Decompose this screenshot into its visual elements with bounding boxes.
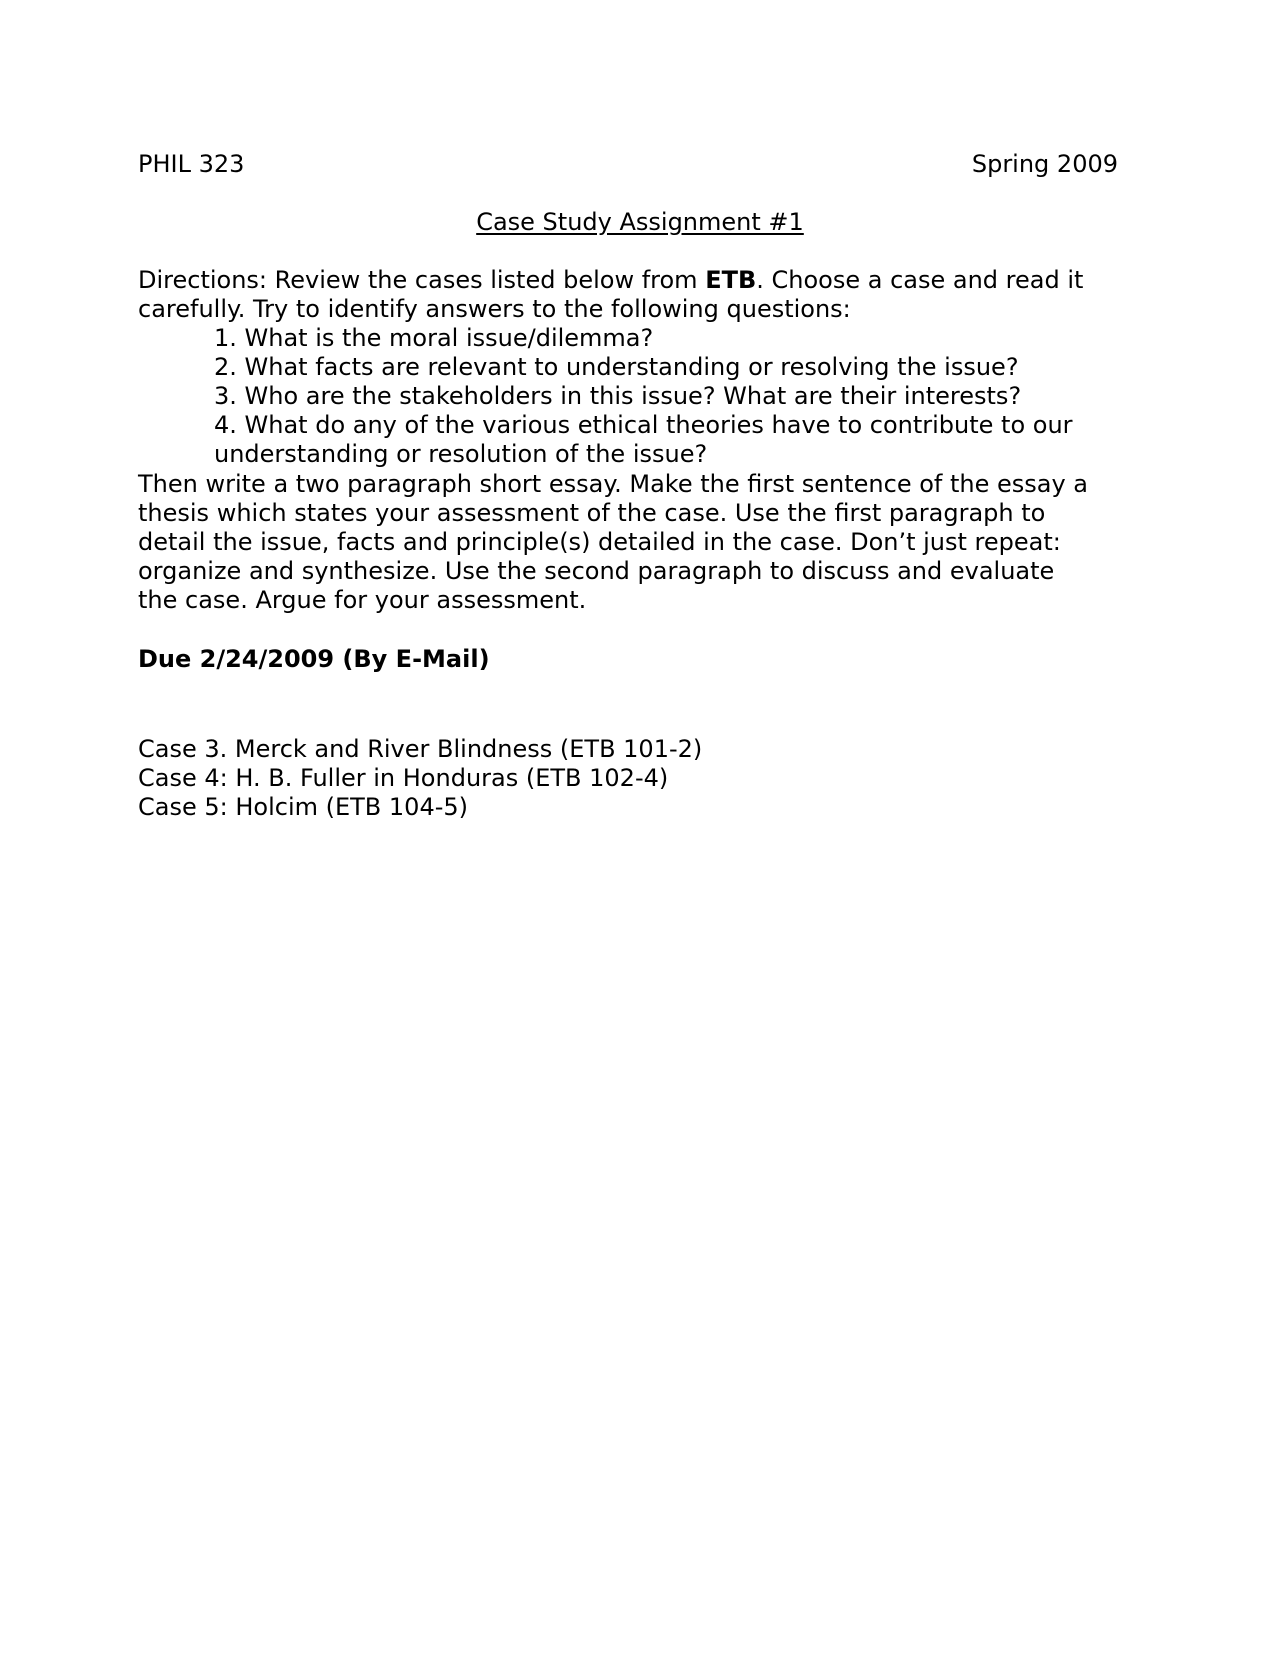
essay-line: detail the issue, facts and principle(s) detailed in the case. Don’t just repeat:: [138, 528, 1061, 556]
case-item: Case 3. Merck and River Blindness (ETB 101-2): [138, 735, 703, 763]
directions-line-1: [138, 266, 1148, 295]
essay-line: the case. Argue for your assessment.: [138, 586, 587, 614]
question-item: 3. Who are the stakeholders in this issue? What are their interests?: [214, 382, 1022, 410]
page-title: Case Study Assignment #1: [476, 208, 804, 236]
question-item: 1. What is the moral issue/dilemma?: [214, 324, 654, 352]
directions-line-1-suffix: . Choose a case and read it: [756, 266, 1084, 294]
questions-list: [214, 324, 1144, 469]
essay-line: Then write a two paragraph short essay. Make the first sentence of the essay a: [138, 470, 1089, 498]
course-code: PHIL 323: [138, 150, 245, 178]
directions-paragraph: [138, 266, 1148, 324]
question-item: 4. What do any of the various ethical theories have to contribute to our: [214, 411, 1073, 439]
directions-line-1-prefix: Directions: Review the cases listed below from: [138, 266, 706, 294]
essay-line: thesis which states your assessment of the case. Use the first paragraph to: [138, 499, 1046, 527]
essay-line: organize and synthesize. Use the second paragraph to discuss and evaluate: [138, 557, 1055, 585]
term: Spring 2009: [971, 150, 1118, 178]
essay-instructions: [138, 470, 1148, 615]
case-item: Case 5: Holcim (ETB 104-5): [138, 793, 468, 821]
cases-list: [138, 735, 702, 822]
directions-line-2: carefully. Try to identify answers to the following questions:: [138, 295, 851, 323]
question-item: 2. What facts are relevant to understanding or resolving the issue?: [214, 353, 1019, 381]
case-item: Case 4: H. B. Fuller in Honduras (ETB 102-4): [138, 764, 669, 792]
question-item-continuation: understanding or resolution of the issue?: [214, 440, 708, 468]
directions-etb-bold: ETB: [705, 266, 757, 294]
due-date: Due 2/24/2009 (By E-Mail): [138, 645, 490, 673]
